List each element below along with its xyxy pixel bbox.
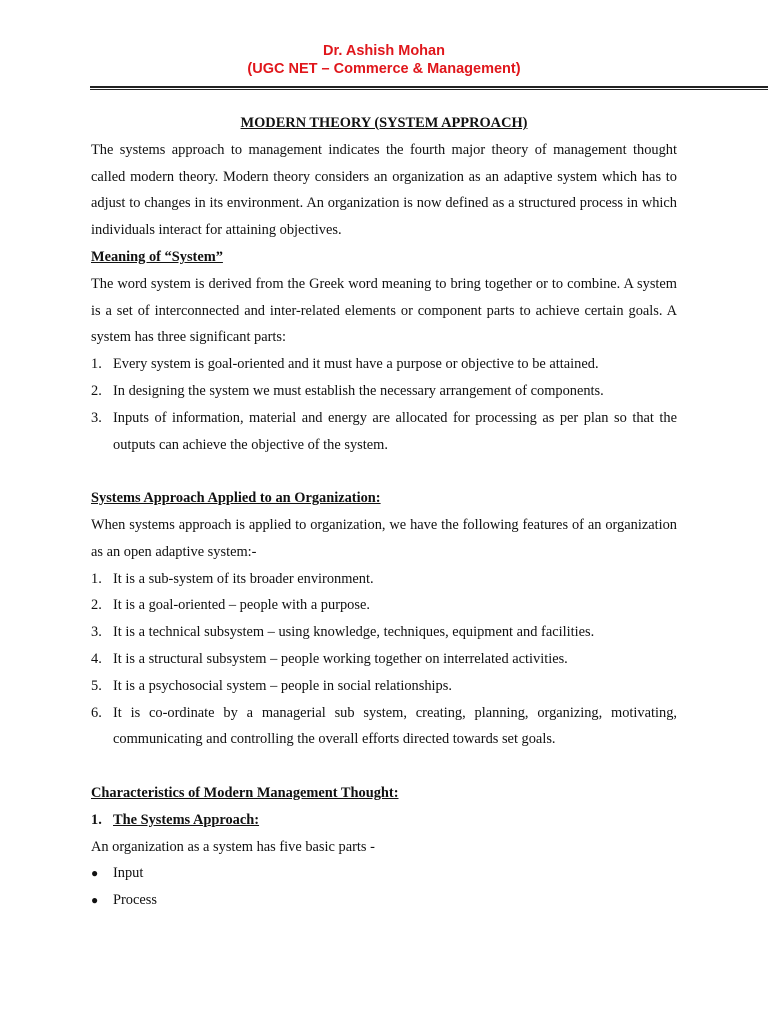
list-item: 1. It is a sub-system of its broader environment. [91, 570, 374, 587]
intro-paragraph: The systems approach to management indicates the fourth major theory of management thought called modern theory. Modern theory considers an organization as an adaptive system which has to adjust to changes in its environment. An organization is now defined as a structured process in which individuals interact for attaining objectives. [91, 141, 677, 239]
meaning-paragraph: The word system is derived from the Greek word meaning to bring together or to combine. A system is a set of interconnected and inter-related elements or component parts to achieve certain goals. A system has three significant parts: [91, 275, 677, 346]
applied-heading: Systems Approach Applied to an Organization: [91, 490, 381, 507]
list-item: 5. It is a psychosocial system – people in social relationships. [91, 677, 452, 694]
characteristics-heading: Characteristics of Modern Management Thought: [91, 784, 399, 801]
applied-list [91, 566, 677, 754]
list-item: 6. It is co-ordinate by a managerial sub system, creating, planning, organizing, motivating, communicating and controlling the overall efforts directed towards set goals. [91, 704, 677, 748]
meaning-heading: Meaning of “System” [91, 248, 223, 265]
document-body [91, 110, 677, 914]
document-header [0, 42, 768, 78]
parts-list [91, 860, 677, 914]
parts-paragraph: An organization as a system has five basic parts - [91, 838, 375, 855]
header-rule-thin [90, 89, 768, 90]
author-subtitle: (UGC NET – Commerce & Management) [247, 61, 521, 77]
applied-paragraph: When systems approach is applied to organization, we have the following features of an organization as an open adaptive system:- [91, 516, 677, 560]
author-name: Dr. Ashish Mohan [323, 43, 445, 59]
list-item: 2. In designing the system we must establish the necessary arrangement of components. [91, 382, 604, 399]
page-title: MODERN THEORY (SYSTEM APPROACH) [240, 115, 528, 131]
systems-approach-subheading: 1. The Systems Approach: [91, 811, 260, 828]
list-item: 3. It is a technical subsystem – using knowledge, techniques, equipment and facilities. [91, 624, 595, 641]
list-item: ● Input [91, 865, 144, 882]
list-item: 3. Inputs of information, material and energy are allocated for processing as per plan so that the outputs can achieve the objective of the system. [91, 409, 677, 453]
header-rule [90, 86, 768, 88]
list-item: ● Process [91, 892, 157, 909]
meaning-list [91, 351, 677, 458]
list-item: 4. It is a structural subsystem – people working together on interrelated activities. [91, 650, 568, 667]
list-item: 1. Every system is goal-oriented and it must have a purpose or objective to be attained. [91, 356, 599, 373]
list-item: 2. It is a goal-oriented – people with a purpose. [91, 597, 370, 614]
